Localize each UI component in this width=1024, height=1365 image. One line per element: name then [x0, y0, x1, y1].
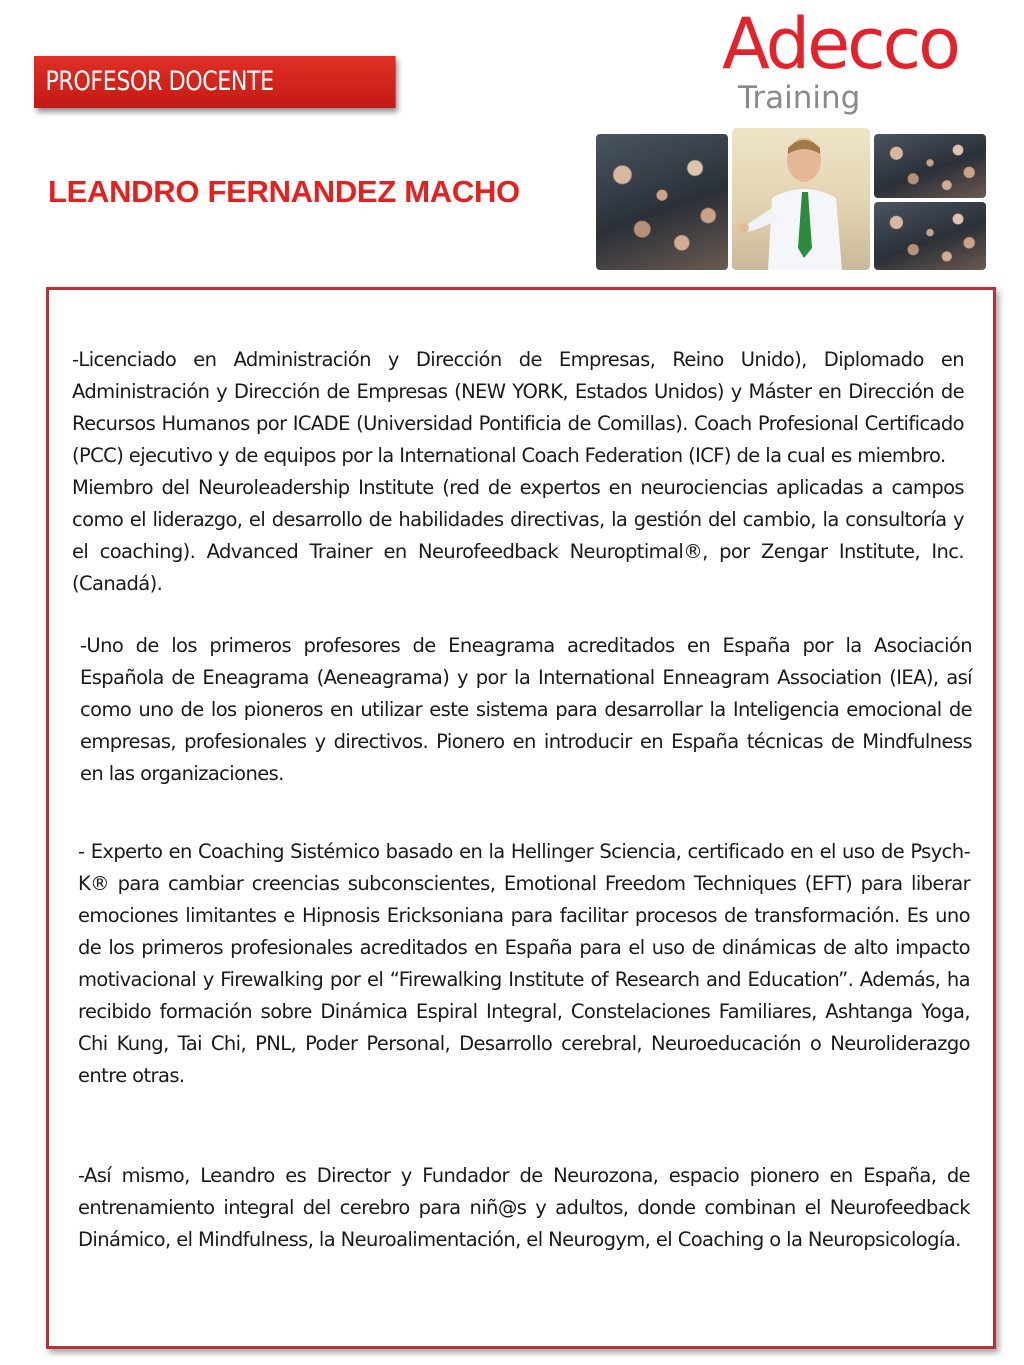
bio-education-line: -Licenciado en Administración y Dirección de Empresas, Reino Unido), Diplomado en Administración y Dirección de Empresas (NEW YORK, Estados Unidos) y Máster en Dirección de Recursos Humanos por ICADE (Universidad Pontificia de Comillas). Coach Profesional Certificado (PCC) ejecutivo y de equipos por la International Coach Federation (ICF) de la cual es miembro. — [72, 348, 964, 467]
audience-photo-left — [596, 134, 728, 270]
title-banner — [34, 56, 396, 108]
logo-brand: Adecco — [722, 3, 958, 85]
speaker-figure-icon — [732, 128, 870, 270]
adecco-training-logo — [722, 4, 1002, 122]
logo-subtitle: Training — [738, 80, 861, 116]
audience-photo-right-top — [874, 134, 986, 198]
photo-collage — [596, 128, 988, 274]
bio-paragraph-neurozona: -Así mismo, Leandro es Director y Fundador de Neurozona, espacio pionero en España, de entrenamiento integral del cerebro para niñ@s y adultos, donde combinan el Neurofeedback Dinámico, el Mindfulness, la Neuroalimentación, el Neurogym, el Coaching o la Neuropsicología. — [78, 1164, 970, 1251]
bio-paragraph-education — [72, 344, 964, 600]
bio-memberships-line: Miembro del Neuroleadership Institute (red de expertos en neurociencias aplicadas a campos como el liderazgo, el desarrollo de habilidades directivas, la gestión del cambio, la consultoría y el coaching). Advanced Trainer en Neurofeedback Neuroptimal®, por Zengar Institute, Inc. (Canadá). — [72, 476, 964, 595]
bio-paragraph-coaching: - Experto en Coaching Sistémico basado en la Hellinger Sciencia, certificado en el uso de Psych-K® para cambiar creencias subconscientes, Emotional Freedom Techniques (EFT) para liberar emociones limitantes e Hipnosis Ericksoniana para facilitar procesos de transformación. Es uno de los primeros profesionales acreditados en España para el uso de dinámicas de alto impacto motivacional y Firewalking por el “Firewalking Institute of Research and Education”. Además, ha recibido formación sobre Dinámica Espiral Integral, Constelaciones Familiares, Ashtanga Yoga, Chi Kung, Tai Chi, PNL, Poder Personal, Desarrollo cerebral, Neuroeducación o Neuroliderazgo entre otras. — [78, 840, 970, 1087]
speaker-photo — [732, 128, 870, 270]
audience-photo-right-bottom — [874, 202, 986, 270]
banner-label: PROFESOR DOCENTE — [45, 66, 274, 97]
bio-paragraph-enneagram: -Uno de los primeros profesores de Eneagrama acreditados en España por la Asociación Española de Eneagrama (Aeneagrama) y por la International Enneagram Association (IEA), así como uno de los pioneros en utilizar este sistema para desarrollar la Inteligencia emocional de empresas, profesionales y directivos. Pionero en introducir en España técnicas de Mindfulness en las organizaciones. — [80, 634, 972, 785]
person-name: LEANDRO FERNANDEZ MACHO — [48, 174, 520, 209]
